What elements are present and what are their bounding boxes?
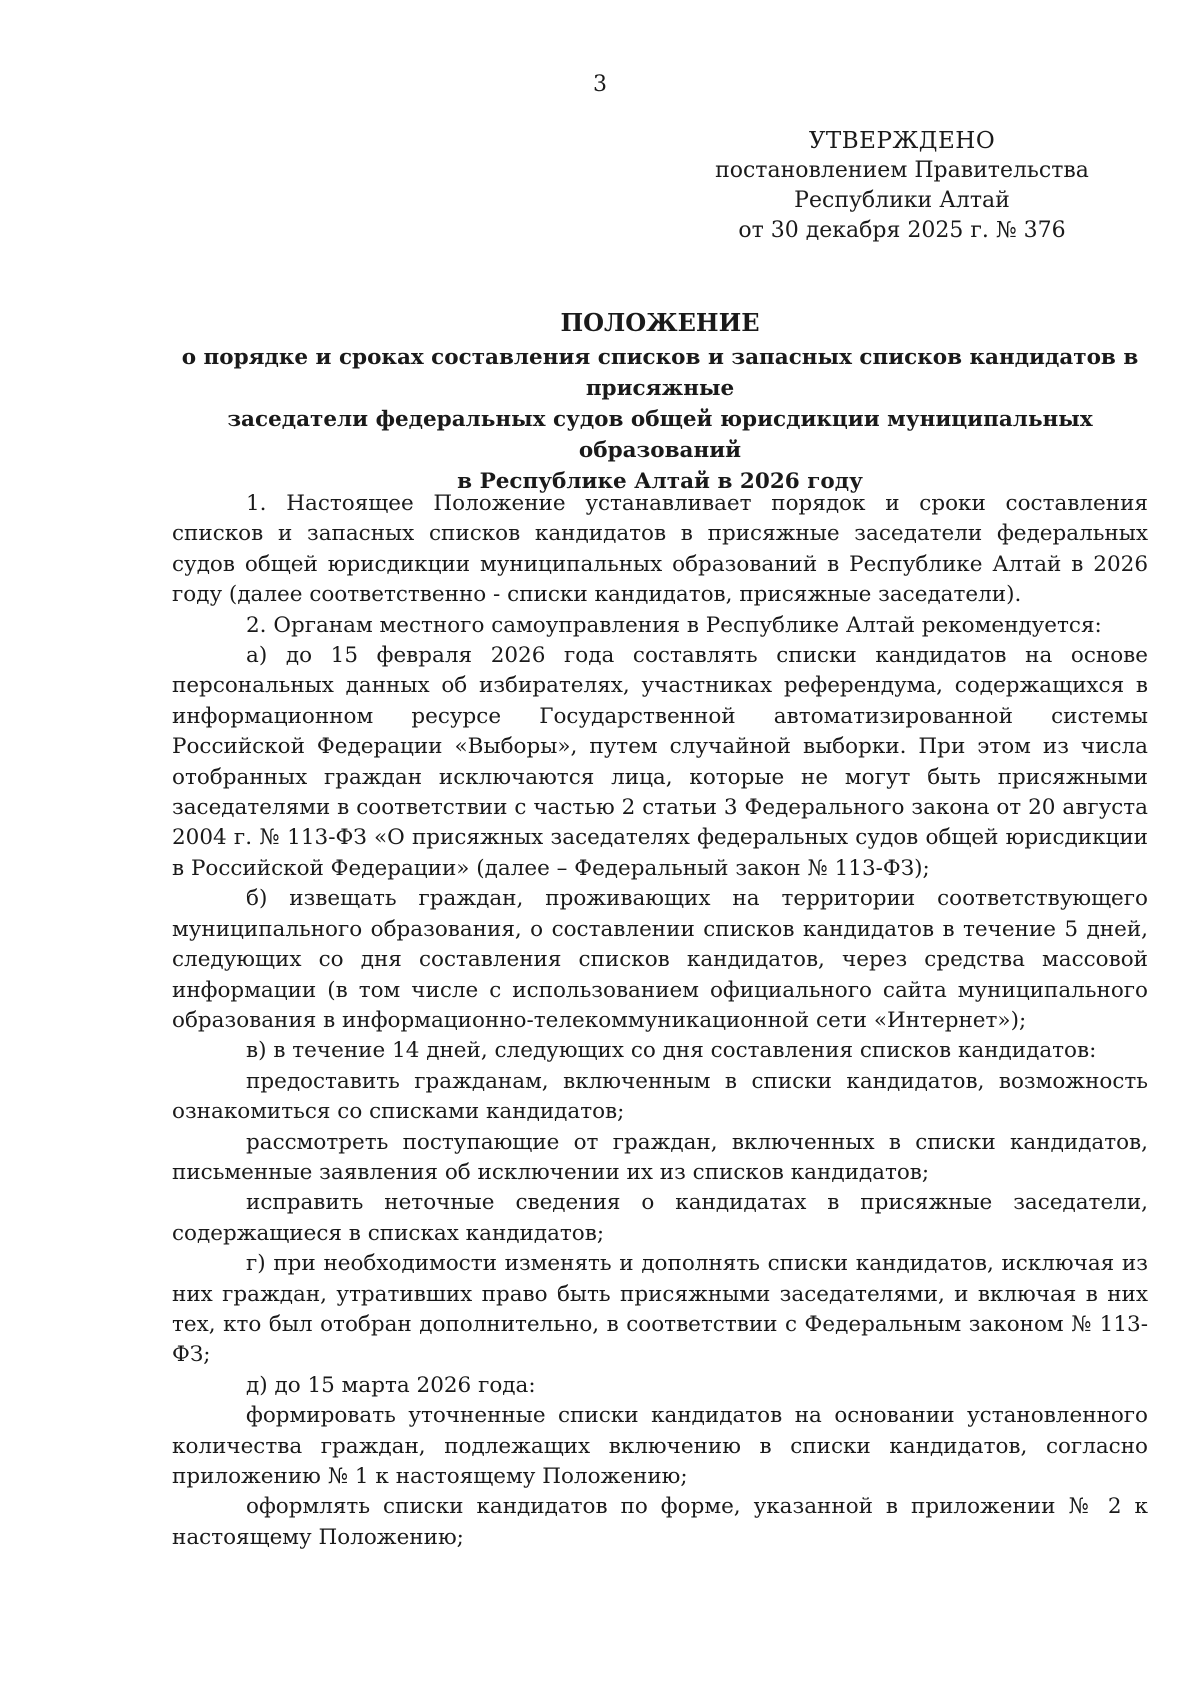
paragraph-2b: б) извещать граждан, проживающих на территории соответствующего муниципального образования, о составлении списков кандидатов в течение 5 дней, следующих со дня составления списков кандидатов, через средства массовой информации (в том числе с использованием официального сайта муниципального образования в информационно-телекоммуникационной сети «Интернет»); <box>172 886 1148 1033</box>
paragraph-2d-item-1: формировать уточненные списки кандидатов на основании установленного количества граждан, подлежащих включению в списки кандидатов, согласно приложению № 1 к настоящему Положению; <box>172 1403 1148 1489</box>
paragraph-2a: а) до 15 февраля 2026 года составлять списки кандидатов на основе персональных данных об избирателях, участниках референдума, содержащихся в информационном ресурсе Государственной автоматизированной системы Российской Федерации «Выборы», путем случайной выборки. При этом из числа отобранных граждан исключаются лица, которые не могут быть присяжными заседателями в соответствии с частью 2 статьи 3 Федерального закона от 20 августа 2004 г. № 113-ФЗ «О присяжных заседателях федеральных судов общей юрисдикции в Российской Федерации» (далее – Федеральный закон № 113-ФЗ); <box>172 643 1148 881</box>
paragraph-2v-item-1: предоставить гражданам, включенным в списки кандидатов, возможность ознакомиться со списками кандидатов; <box>172 1068 1148 1125</box>
page-number: 3 <box>593 72 607 97</box>
paragraph-2v: в) в течение 14 дней, следующих со дня составления списков кандидатов: <box>246 1038 1097 1064</box>
paragraph-1: 1. Настоящее Положение устанавливает порядок и сроки составления списков и запасных списков кандидатов в присяжные заседатели федеральных судов общей юрисдикции муниципальных образований в Республике Алтай в 2026 году (далее соответственно - списки кандидатов, присяжные заседатели). <box>172 491 1148 608</box>
paragraph-2v-item-3: исправить неточные сведения о кандидатах в присяжные заседатели, содержащиеся в списках кандидатов; <box>172 1190 1148 1246</box>
document-subtitle-line-1: о порядке и сроках составления списков и запасных списков кандидатов в присяжные <box>181 345 1139 401</box>
document-body <box>172 489 1148 1553</box>
document-heading <box>172 306 1148 497</box>
approval-line-3: от 30 декабря 2025 г. № 376 <box>738 218 1066 243</box>
approval-stamp <box>690 126 1114 246</box>
approval-line-1: постановлением Правительства <box>715 158 1089 183</box>
paragraph-2d: д) до 15 марта 2026 года: <box>246 1372 536 1398</box>
document-subtitle-line-3: в Республике Алтай в 2026 году <box>457 469 863 494</box>
paragraph-2g: г) при необходимости изменять и дополнять списки кандидатов, исключая из них граждан, утративших право быть присяжными заседателями, и включая в них тех, кто был отобран дополнительно, в соответствии с Федеральным законом № 113-ФЗ; <box>172 1251 1148 1368</box>
paragraph-2d-item-2: оформлять списки кандидатов по форме, указанной в приложении № 2 к настоящему Положению; <box>172 1494 1148 1550</box>
approval-line-2: Республики Алтай <box>794 188 1010 213</box>
paragraph-2v-item-2: рассмотреть поступающие от граждан, включенных в списки кандидатов, письменные заявления об исключении их из списков кандидатов; <box>172 1129 1148 1185</box>
paragraph-2: 2. Органам местного самоуправления в Республике Алтай рекомендуется: <box>246 612 1102 638</box>
document-title: ПОЛОЖЕНИЕ <box>560 308 760 337</box>
document-subtitle-line-2: заседатели федеральных судов общей юрисдикции муниципальных образований <box>227 407 1093 463</box>
approval-title: УТВЕРЖДЕНО <box>808 128 996 154</box>
